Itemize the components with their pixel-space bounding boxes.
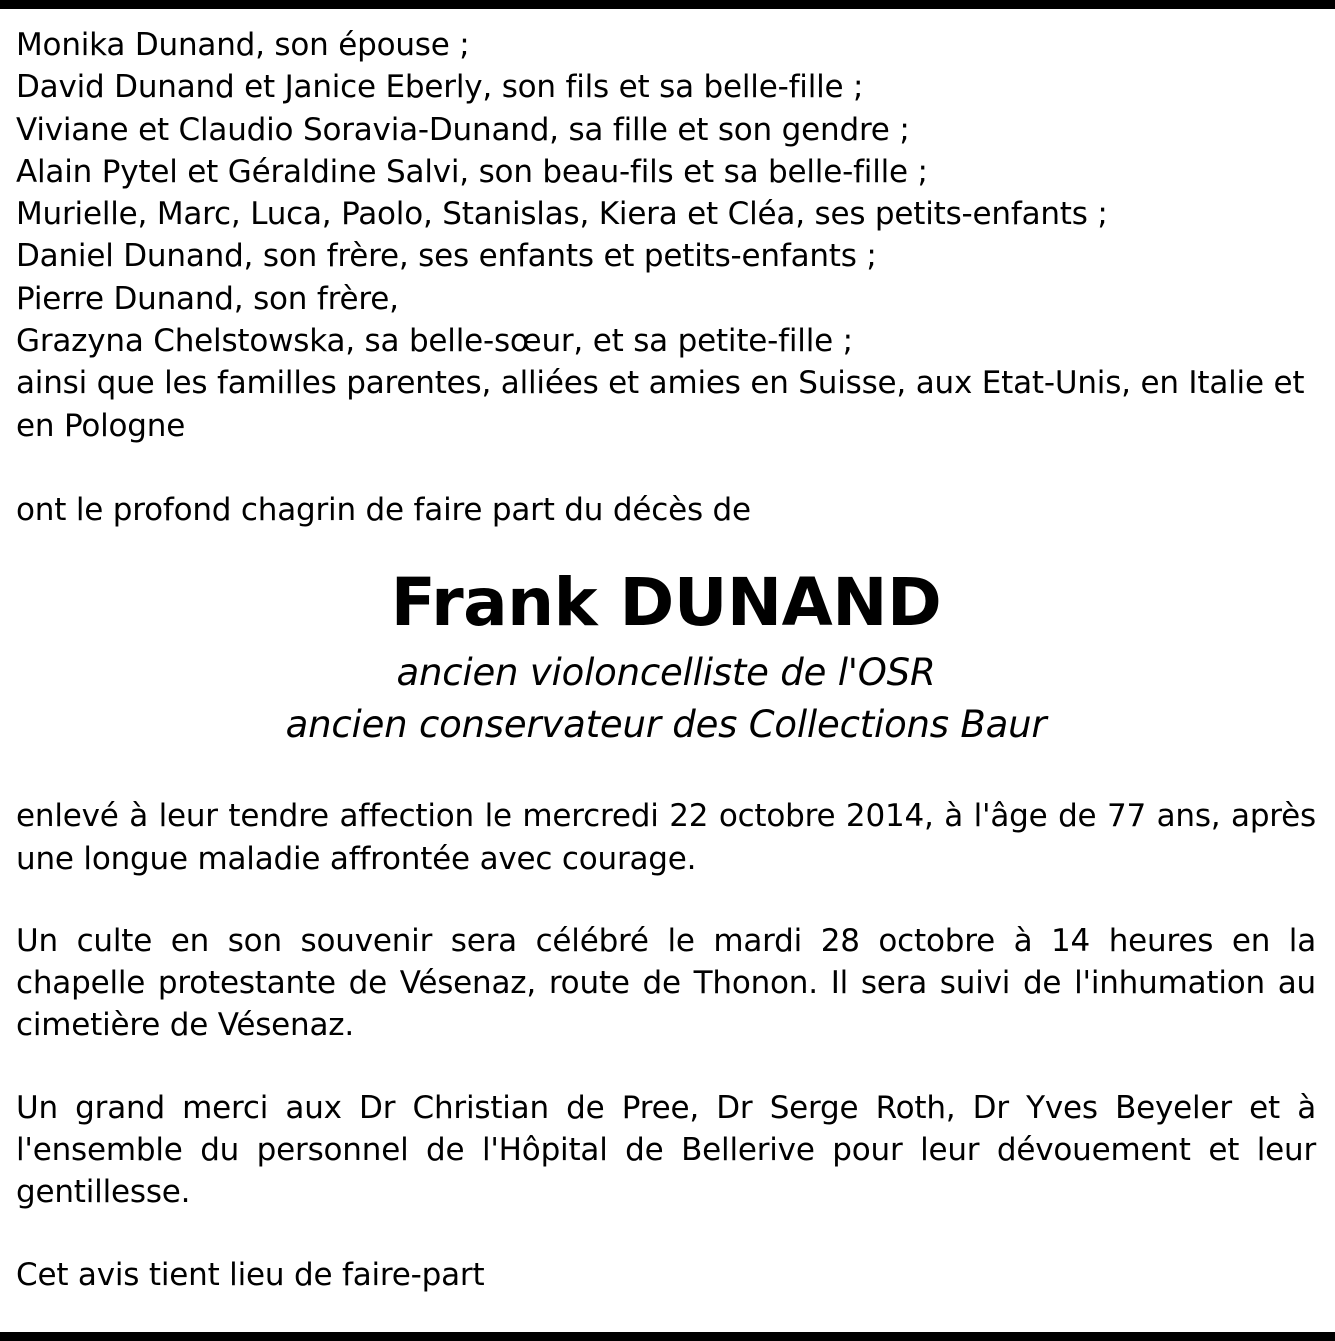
role-line: ancien violoncelliste de l'OSR [396, 651, 936, 695]
closing-note: Cet avis tient lieu de faire-part [16, 1256, 485, 1293]
family-member-line: Pierre Dunand, son frère, [16, 280, 399, 317]
family-member-line: Monika Dunand, son épouse ; [16, 27, 470, 63]
family-member-line: Alain Pytel et Géraldine Salvi, son beau-fils et sa belle-fille ; [16, 153, 928, 190]
ceremony-paragraph: Un culte en son souvenir sera célébré le mardi 28 octobre à 14 heures en la chapelle protestante de Vésenaz, route de Thonon. Il sera suivi de l'inhumation au cimetière de Vésenaz. [16, 922, 1316, 1044]
announcement-intro: ont le profond chagrin de faire part du décès de [16, 491, 751, 528]
extended-family-line: ainsi que les familles parentes, alliées et amies en Suisse, aux Etat-Unis, en Italie et en Pologne [16, 365, 1305, 444]
deceased-roles [16, 647, 1316, 751]
thanks-paragraph: Un grand merci aux Dr Christian de Pree, Dr Serge Roth, Dr Yves Beyeler et à l'ensemble du personnel de l'Hôpital de Bellerive pour leur dévouement et leur gentillesse. [16, 1089, 1316, 1211]
role-line: ancien conservateur des Collections Baur [285, 703, 1047, 747]
family-member-line: Murielle, Marc, Luca, Paolo, Stanislas, Kiera et Cléa, ses petits-enfants ; [16, 196, 1108, 233]
top-border-rule [0, 0, 1335, 9]
family-member-line: David Dunand et Janice Eberly, son fils et sa belle-fille ; [16, 69, 864, 106]
family-member-line: Viviane et Claudio Soravia-Dunand, sa fille et son gendre ; [16, 111, 910, 148]
bottom-border-rule [0, 1332, 1335, 1341]
death-paragraph: enlevé à leur tendre affection le mercredi 22 octobre 2014, à l'âge de 77 ans, après une longue maladie affrontée avec courage. [16, 798, 1316, 877]
spacer [16, 447, 1316, 489]
family-member-line: Grazyna Chelstowska, sa belle-sœur, et sa petite-fille ; [16, 323, 853, 360]
family-list [16, 24, 1316, 447]
family-member-line: Daniel Dunand, son frère, ses enfants et petits-enfants ; [16, 238, 877, 275]
obituary-notice [16, 24, 1316, 1296]
deceased-name: Frank DUNAND [390, 564, 942, 642]
